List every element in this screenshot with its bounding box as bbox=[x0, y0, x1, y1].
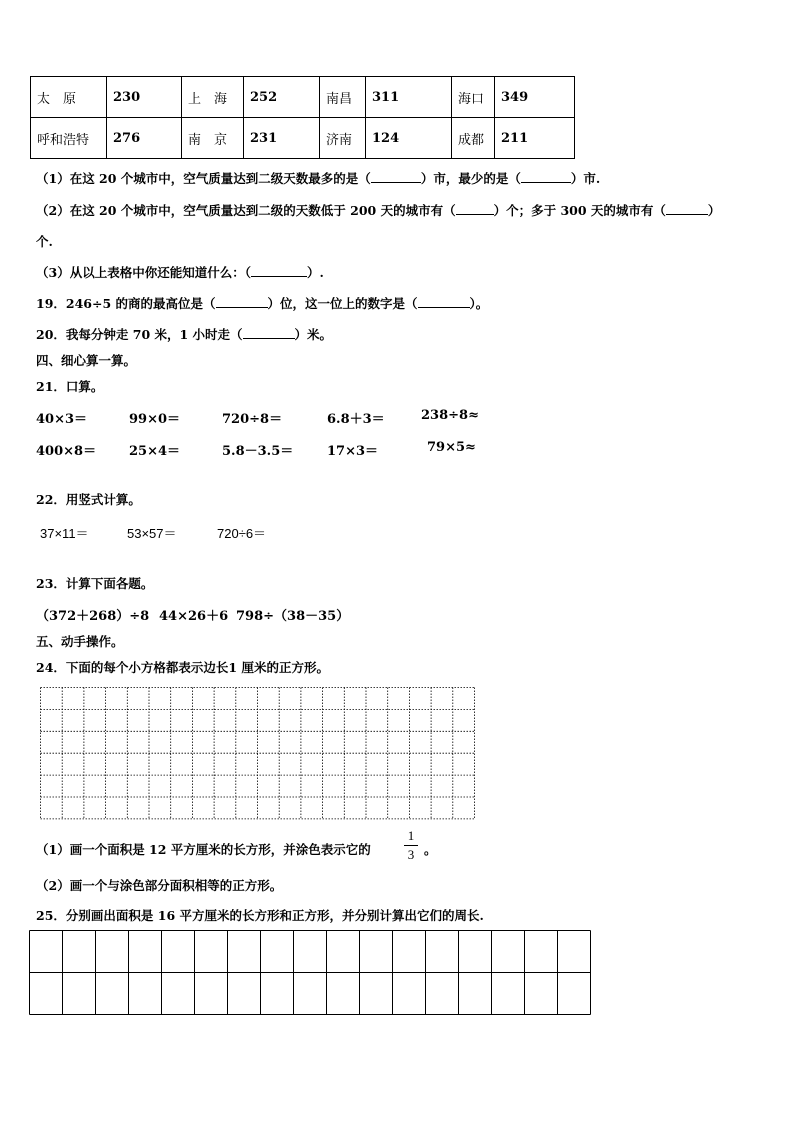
table-cell-value: 252 bbox=[244, 77, 320, 118]
table-cell-city: 海口 bbox=[452, 77, 495, 118]
calc-item: （372＋268）÷8 bbox=[36, 609, 150, 624]
question-18-part-1 bbox=[36, 169, 600, 187]
table-row bbox=[31, 118, 575, 159]
section-5-heading: 五、动手操作。 bbox=[36, 634, 124, 649]
question-24-part-1: （1）画一个面积是 12 平方厘米的长方形，并涂色表示它的 bbox=[36, 842, 371, 857]
table-cell-value: 276 bbox=[107, 118, 182, 159]
table-cell-value: 311 bbox=[366, 77, 452, 118]
section-4-heading: 四、细心算一算。 bbox=[36, 353, 137, 368]
table-cell-city: 成都 bbox=[452, 118, 495, 159]
text: ） bbox=[707, 203, 721, 218]
text: ）市，最少的是（ bbox=[420, 171, 521, 186]
table-cell-value: 349 bbox=[495, 77, 575, 118]
fraction-bar bbox=[404, 845, 418, 846]
calc-item: 44×26＋6 bbox=[159, 609, 229, 624]
calc-item: 798÷（38－35） bbox=[236, 609, 350, 624]
solid-square-grid[interactable] bbox=[29, 930, 593, 1016]
answer-blank[interactable] bbox=[521, 169, 571, 183]
answer-blank[interactable] bbox=[666, 201, 708, 215]
question-19 bbox=[36, 294, 488, 312]
oral-calc-item: 17×3＝ bbox=[327, 444, 379, 459]
question-22-title: 22．用竖式计算。 bbox=[36, 492, 141, 507]
question-24-title: 24．下面的每个小方格都表示边长1 厘米的正方形。 bbox=[36, 660, 329, 675]
dotted-square-grid[interactable] bbox=[40, 687, 478, 821]
text: ）个；多于 300 天的城市有（ bbox=[493, 203, 666, 218]
table-cell-value: 124 bbox=[366, 118, 452, 159]
oral-calc-item: 400×8＝ bbox=[36, 444, 97, 459]
oral-calc-item: 40×3＝ bbox=[36, 412, 88, 427]
oral-calc-item: 79×5≈ bbox=[427, 440, 476, 455]
table-row bbox=[31, 77, 575, 118]
table-cell-value: 231 bbox=[244, 118, 320, 159]
oral-calc-item: 99×0＝ bbox=[129, 412, 181, 427]
text: ）. bbox=[306, 265, 324, 280]
question-21-title: 21．口算。 bbox=[36, 379, 104, 394]
vertical-calc-item: 37×11＝ bbox=[40, 526, 89, 541]
punctuation: 。 bbox=[424, 842, 437, 857]
oral-calc-item: 5.8－3.5＝ bbox=[222, 444, 294, 459]
question-18-part-2 bbox=[36, 201, 720, 219]
fraction-denominator: 3 bbox=[407, 847, 415, 862]
vertical-calc-item: 53×57＝ bbox=[127, 526, 177, 541]
text: ）市. bbox=[570, 171, 601, 186]
table-cell-city: 济南 bbox=[320, 118, 366, 159]
question-24-part-2: （2）画一个与涂色部分面积相等的正方形。 bbox=[36, 878, 283, 893]
table-cell-city: 南昌 bbox=[320, 77, 366, 118]
text: ）。 bbox=[469, 296, 489, 311]
vertical-calc-item: 720÷6＝ bbox=[217, 526, 267, 541]
question-23-title: 23．计算下面各题。 bbox=[36, 576, 154, 591]
answer-blank[interactable] bbox=[456, 201, 494, 215]
question-18-part-3 bbox=[36, 263, 324, 281]
table-cell-value: 230 bbox=[107, 77, 182, 118]
answer-blank[interactable] bbox=[371, 169, 421, 183]
text: ）米。 bbox=[294, 327, 333, 342]
question-20 bbox=[36, 325, 332, 343]
fraction-numerator: 1 bbox=[407, 828, 415, 843]
table-cell-city: 呼和浩特 bbox=[31, 118, 107, 159]
oral-calc-item: 720÷8＝ bbox=[222, 412, 283, 427]
text: 19．246÷5 的商的最高位是（ bbox=[36, 296, 216, 311]
table-cell-city: 上 海 bbox=[182, 77, 244, 118]
oral-calc-item: 25×4＝ bbox=[129, 444, 181, 459]
text: ）位，这一位上的数字是（ bbox=[267, 296, 418, 311]
fraction-one-third bbox=[404, 829, 418, 862]
answer-blank[interactable] bbox=[216, 294, 268, 308]
answer-blank[interactable] bbox=[251, 263, 307, 277]
oral-calc-item: 238÷8≈ bbox=[421, 408, 479, 423]
table-cell-value: 211 bbox=[495, 118, 575, 159]
text: （1）在这 20 个城市中，空气质量达到二级天数最多的是（ bbox=[36, 171, 371, 186]
oral-calc-item: 6.8＋3＝ bbox=[327, 412, 385, 427]
answer-blank[interactable] bbox=[418, 294, 470, 308]
table-cell-city: 太 原 bbox=[31, 77, 107, 118]
question-25-title: 25．分别画出面积是 16 平方厘米的长方形和正方形，并分别计算出它们的周长. bbox=[36, 908, 484, 923]
text: 20．我每分钟走 70 米，1 小时走（ bbox=[36, 327, 243, 342]
question-18-part-2-cont: 个. bbox=[36, 234, 53, 249]
table-cell-city: 南 京 bbox=[182, 118, 244, 159]
answer-blank[interactable] bbox=[243, 325, 295, 339]
text: （2）在这 20 个城市中，空气质量达到二级的天数低于 200 天的城市有（ bbox=[36, 203, 456, 218]
text: （3）从以上表格中你还能知道什么：（ bbox=[36, 265, 251, 280]
city-air-quality-table bbox=[30, 76, 575, 159]
